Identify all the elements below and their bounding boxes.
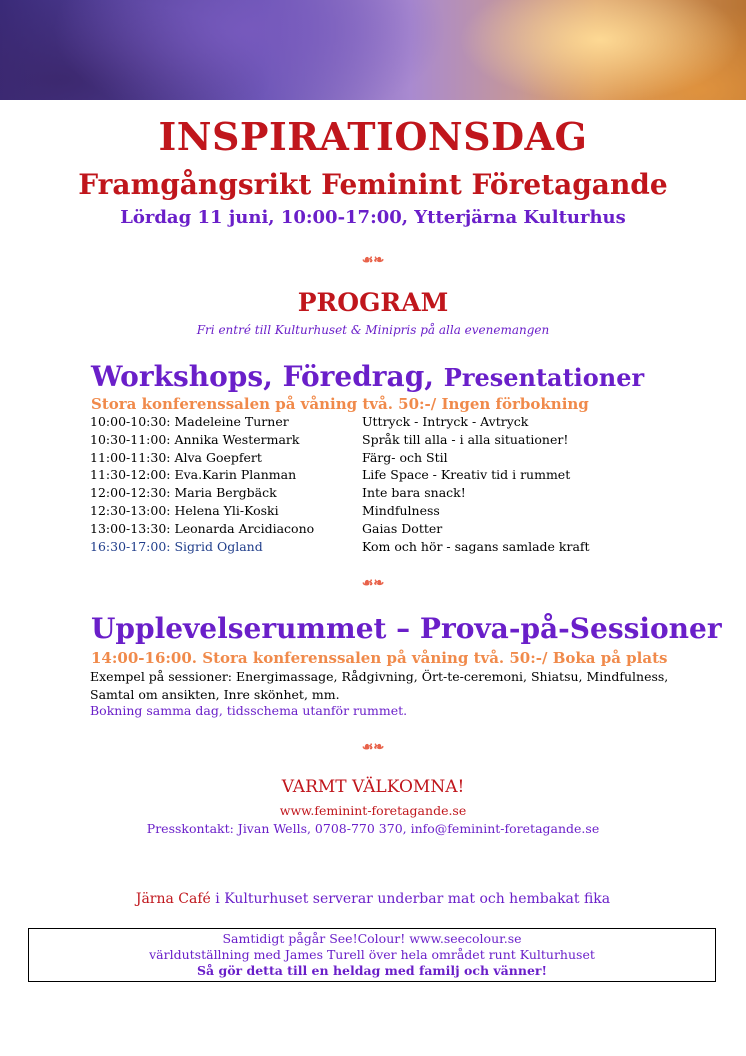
cafe-name: Järna Café bbox=[135, 891, 211, 907]
schedule-speaker: Sigrid Ogland bbox=[170, 538, 263, 554]
schedule-speaker: Maria Bergbäck bbox=[170, 485, 277, 501]
schedule-row bbox=[90, 539, 650, 557]
schedule-row bbox=[90, 450, 650, 468]
info-box-line-1: Samtidigt pågår See!Colour! www.seecolour.se bbox=[222, 931, 522, 946]
experience-booking-note: Bokning samma dag, tidsschema utanför rummet. bbox=[90, 703, 408, 718]
schedule-speaker: Eva.Karin Planman bbox=[170, 467, 297, 483]
workshops-heading-main: Workshops, Föredrag, bbox=[91, 360, 444, 393]
schedule-row bbox=[90, 503, 650, 521]
ornament-divider: ☙❧ bbox=[361, 740, 385, 755]
schedule-topic: Uttryck - Intryck - Avtryck bbox=[362, 414, 529, 429]
schedule-time: 11:30-12:00: bbox=[90, 467, 171, 483]
workshops-heading bbox=[91, 360, 644, 393]
press-contact: Presskontakt: Jivan Wells, 0708-770 370, info@feminint-foretagande.se bbox=[146, 821, 600, 836]
welcome-text: VARMT VÄLKOMNA! bbox=[281, 777, 465, 797]
header-banner-image bbox=[0, 0, 746, 100]
experience-examples: Exempel på sessioner: Energimassage, Rådgivning, Ört-te-ceremoni, Shiatsu, Mindfulness, Samtal om ansikten, Inre skönhet, mm. bbox=[90, 669, 669, 702]
workshop-schedule bbox=[90, 414, 650, 556]
schedule-speaker: Leonarda Arcidiacono bbox=[170, 520, 315, 536]
schedule-time: 10:00-10:30: bbox=[90, 414, 171, 429]
schedule-speaker: Alva Goepfert bbox=[170, 449, 262, 465]
ornament-divider: ☙❧ bbox=[361, 253, 385, 268]
cafe-text: i Kulturhuset serverar underbar mat och hembakat fika bbox=[210, 891, 611, 907]
info-box-line-3: Så gör detta till en heldag med familj och vänner! bbox=[197, 963, 547, 978]
experience-venue: 14:00-16:00. Stora konferenssalen på våning två. 50:-/ Boka på plats bbox=[91, 649, 668, 667]
workshops-venue: Stora konferenssalen på våning två. 50:-/ Ingen förbokning bbox=[91, 395, 589, 413]
schedule-speaker: Annika Westermark bbox=[170, 431, 300, 447]
event-date: Lördag 11 juni, 10:00-17:00, Ytterjärna Kulturhus bbox=[120, 207, 626, 228]
schedule-time: 11:00-11:30: bbox=[90, 449, 171, 465]
schedule-row bbox=[90, 521, 650, 539]
cafe-note bbox=[0, 891, 746, 907]
schedule-speaker: Madeleine Turner bbox=[170, 414, 289, 429]
page-title: INSPIRATIONSDAG bbox=[158, 114, 588, 159]
info-box bbox=[28, 928, 716, 982]
schedule-topic: Life Space - Kreativ tid i rummet bbox=[362, 467, 571, 483]
ornament-divider: ☙❧ bbox=[361, 576, 385, 591]
schedule-time: 10:30-11:00: bbox=[90, 431, 171, 447]
program-heading: PROGRAM bbox=[297, 288, 449, 317]
schedule-row bbox=[90, 485, 650, 503]
program-subheading: Fri entré till Kulturhuset & Minipris på alla evenemangen bbox=[196, 323, 550, 337]
schedule-topic: Kom och hör - sagans samlade kraft bbox=[362, 538, 590, 554]
schedule-time: 16:30-17:00: bbox=[90, 538, 171, 554]
schedule-row bbox=[90, 467, 650, 485]
schedule-time: 12:00-12:30: bbox=[90, 485, 171, 501]
website-link[interactable]: www.feminint-foretagande.se bbox=[279, 803, 467, 818]
schedule-row bbox=[90, 414, 650, 432]
schedule-time: 13:00-13:30: bbox=[90, 520, 171, 536]
schedule-time: 12:30-13:00: bbox=[90, 502, 171, 518]
schedule-row bbox=[90, 432, 650, 450]
workshops-heading-small: Presentationer bbox=[443, 363, 645, 392]
schedule-speaker: Helena Yli-Koski bbox=[170, 502, 279, 518]
schedule-topic: Gaias Dotter bbox=[362, 520, 443, 536]
page-subtitle: Framgångsrikt Feminint Företagande bbox=[78, 168, 668, 201]
schedule-topic: Färg- och Stil bbox=[362, 449, 448, 465]
schedule-topic: Inte bara snack! bbox=[362, 485, 466, 501]
experience-heading: Upplevelserummet – Prova-på-Sessioner bbox=[91, 612, 722, 645]
info-box-line-2: världutställning med James Turell över hela området runt Kulturhuset bbox=[149, 947, 595, 962]
schedule-topic: Språk till alla - i alla situationer! bbox=[362, 431, 569, 447]
schedule-topic: Mindfulness bbox=[362, 502, 440, 518]
